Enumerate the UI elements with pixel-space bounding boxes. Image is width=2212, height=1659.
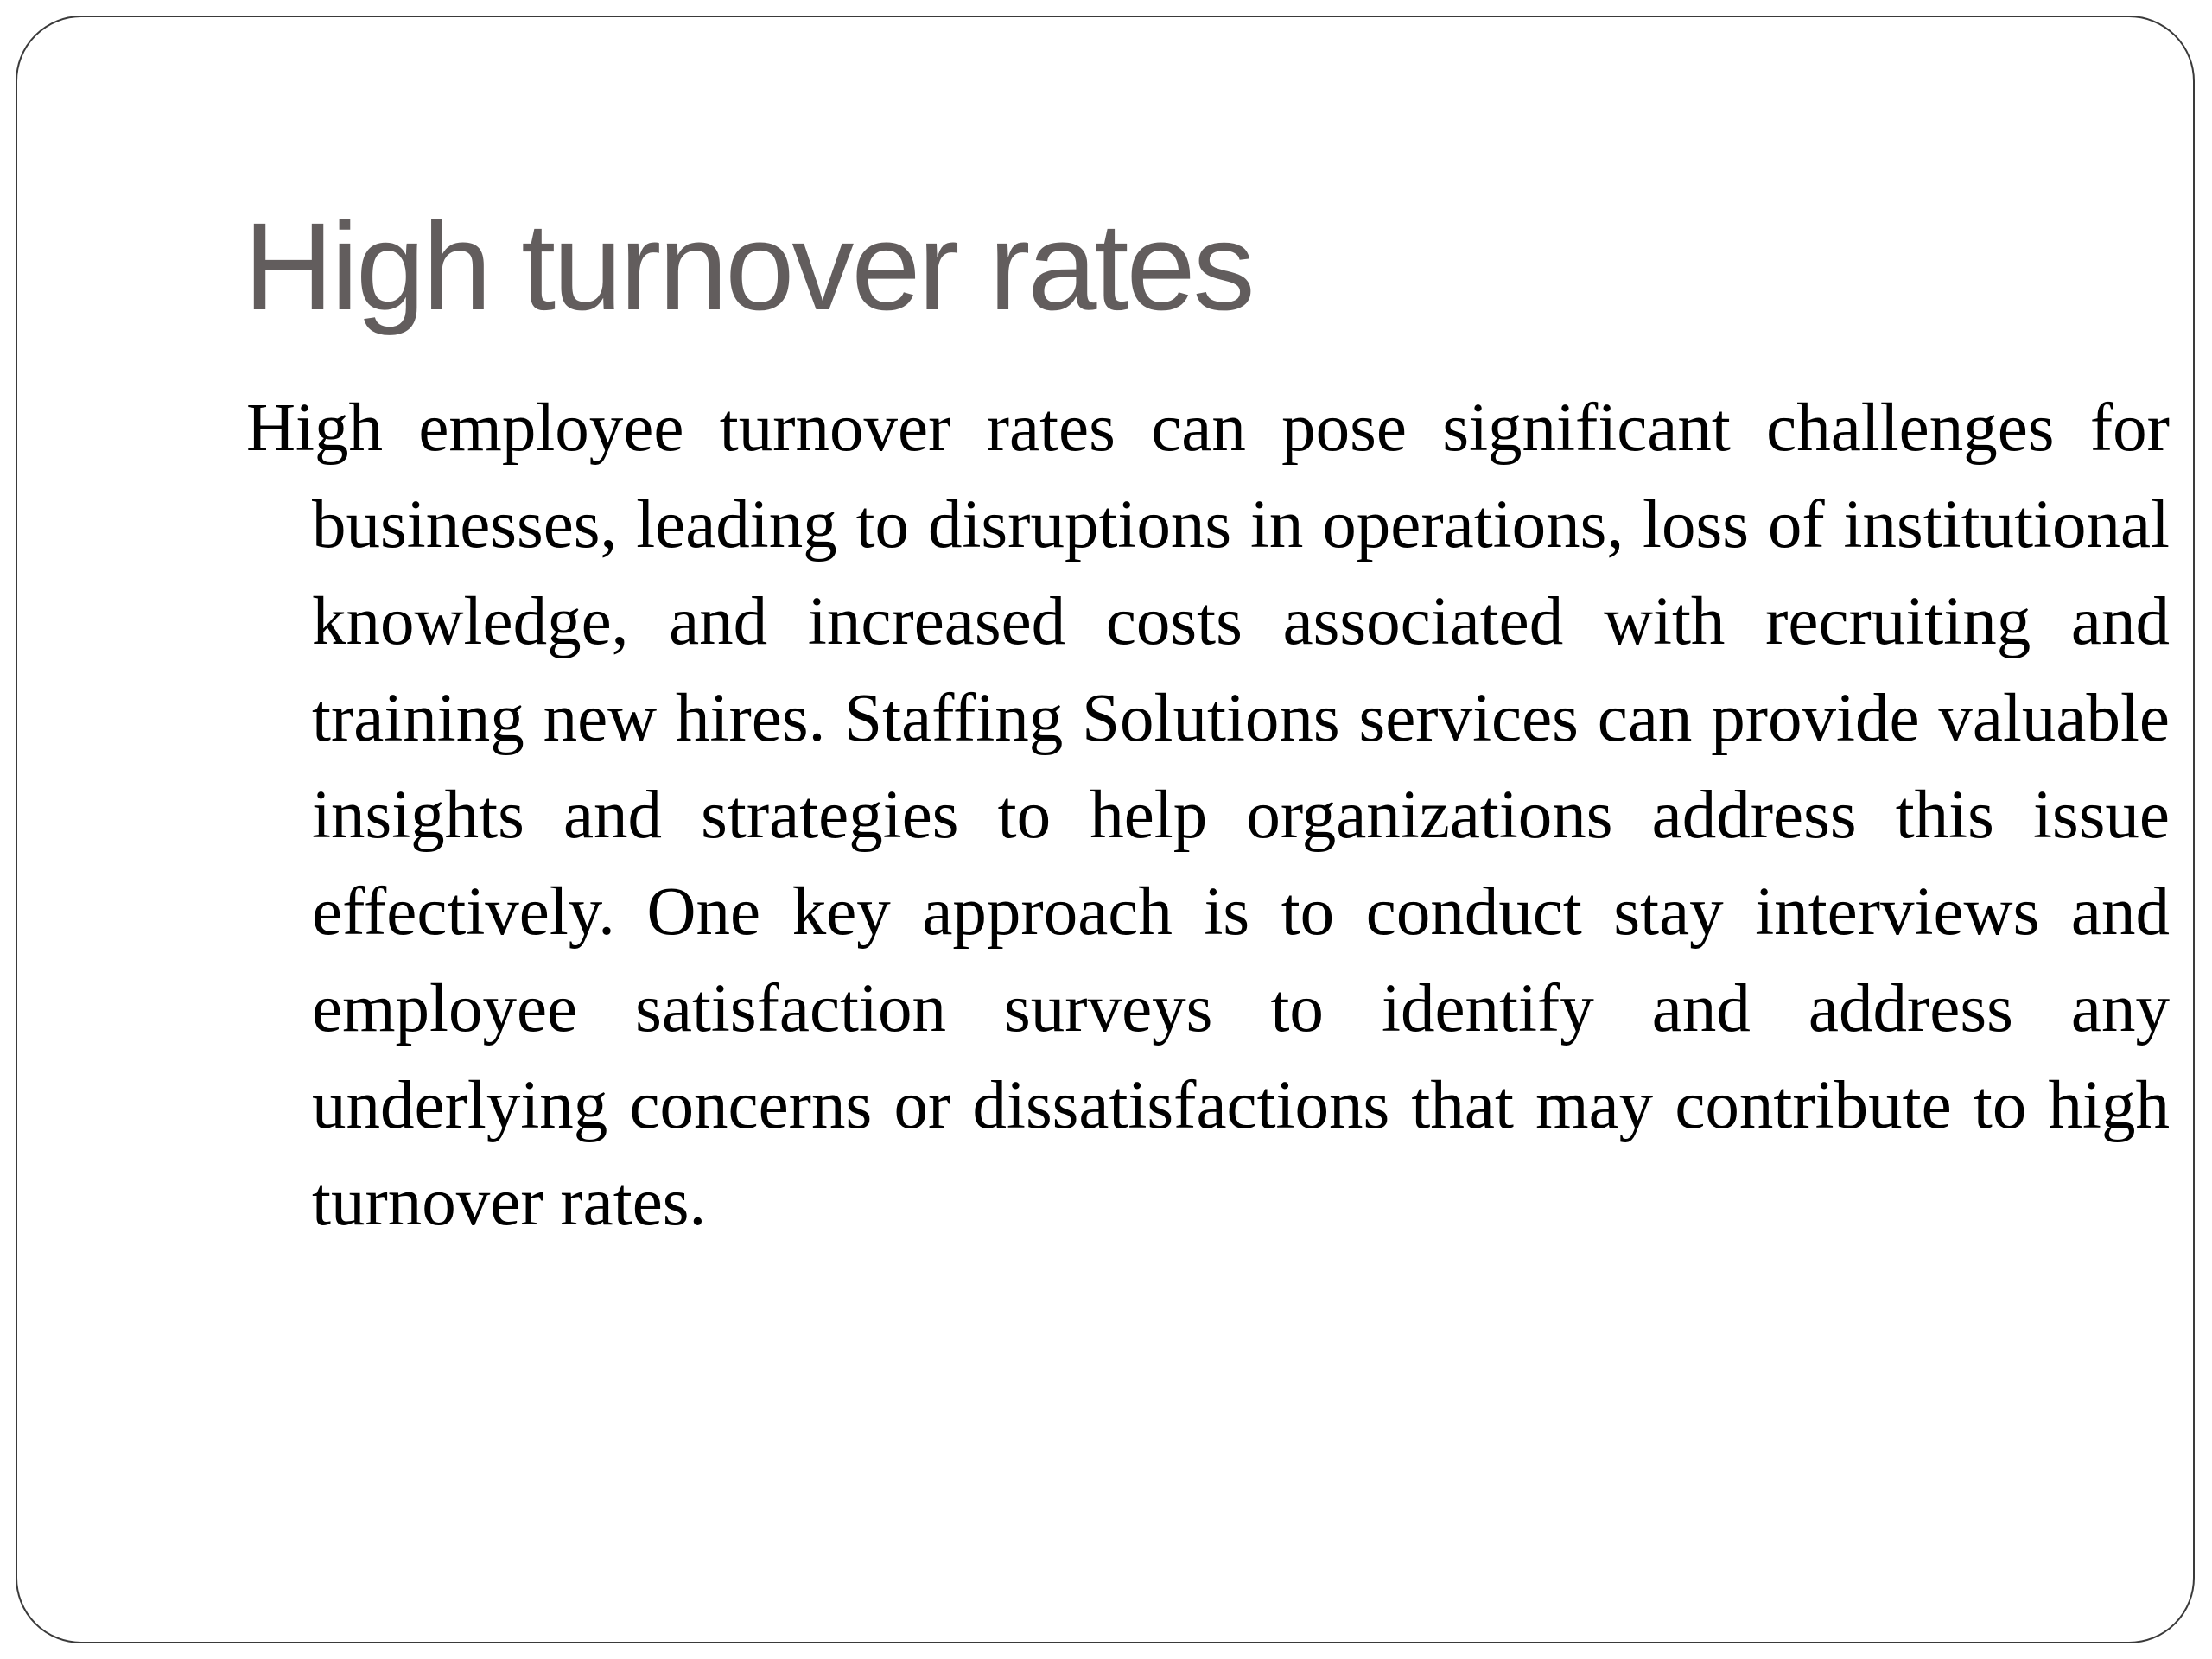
slide-body-text: High employee turnover rates can pose significant challenges for businesses, leading to disruptions in operations, loss of institutional knowledge, and increased costs associated with recruiting and training new hires. Staffing Solutions services can provide valuable insights and strategies to help organizations address this issue effectively. One key approach is to conduct stay interviews and employee satisfaction surveys to identify and address any underlying concerns or dissatisfactions that may contribute to high turnover rates. <box>246 391 2170 1240</box>
slide-title: High turnover rates <box>244 197 1253 336</box>
slide-frame <box>16 16 2195 1643</box>
